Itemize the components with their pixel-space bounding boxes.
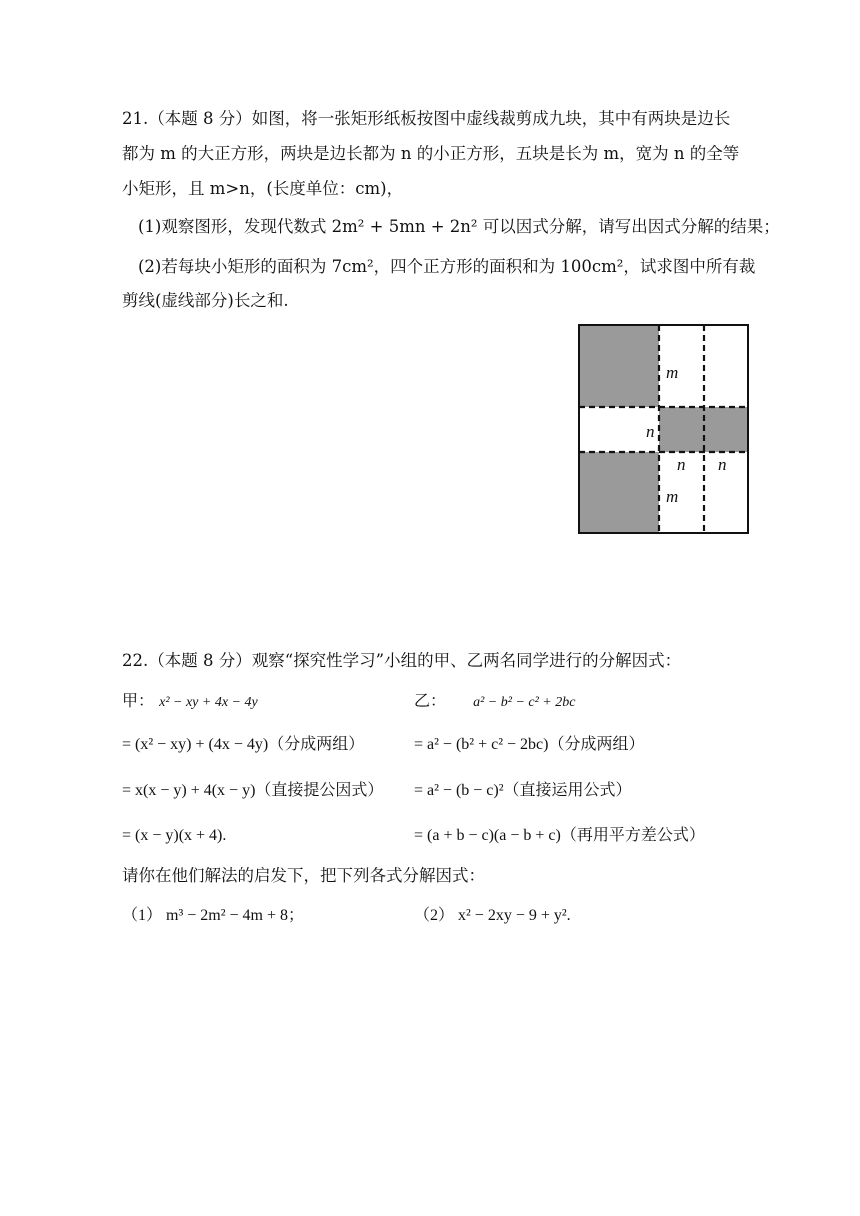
q22-jia-row [122,690,258,714]
rectangle-figure [578,324,749,534]
q21-line3: 小矩形，且 m>n，(长度单位：cm)， [122,179,404,198]
q21-part2b: 剪线(虚线部分)长之和. [122,291,289,310]
q22-yi-step2: = a² − (b − c)²（直接运用公式） [414,782,632,799]
q22-yi-step1: = a² − (b² + c² − 2bc)（分成两组） [414,736,645,753]
q22-yi-label: 乙： [414,691,447,710]
label-m-top: m [666,363,679,382]
q22-jia-step3: = (x − y)(x + 4). [122,827,227,844]
label-n-middle: n [646,422,655,441]
q22-jia-step1: = (x² − xy) + (4x − 4y)（分成两组） [122,736,365,753]
q22-yi-row [414,690,575,714]
q22-task1: （1） m³ − 2m² − 4m + 8； [122,907,305,924]
label-n-right1: n [677,455,686,474]
q22-instruction: 请你在他们解法的启发下，把下列各式分解因式： [122,866,485,885]
q22-yi-step3: = (a + b − c)(a − b + c)（再用平方差公式） [414,827,705,844]
q22-jia-expr: x² − xy + 4x − 4y [159,695,258,710]
large-square-bottom [579,452,659,533]
large-square-top [579,325,659,407]
q22-jia-step2: = x(x − y) + 4(x − y)（直接提公因式） [122,782,384,799]
label-n-right2: n [718,455,727,474]
q21-part2a: (2)若每块小矩形的面积为 7cm²，四个正方形的面积和为 100cm²，试求图中所有裁 [138,257,756,276]
q21-part1: (1)观察图形，发现代数式 2m² + 5mn + 2n² 可以因式分解，请写出因式分解的结果； [138,217,780,236]
q22-title: 22.（本题 8 分）观察“探究性学习”小组的甲、乙两名同学进行的分解因式： [122,651,682,670]
q22-task2: （2） x² − 2xy − 9 + y². [414,907,571,924]
q21-line1: 21.（本题 8 分）如图，将一张矩形纸板按图中虚线裁剪成九块，其中有两块是边长 [122,109,731,128]
q21-line2: 都为 m 的大正方形，两块是边长都为 n 的小正方形，五块是长为 m，宽为 n 的全等 [122,144,740,163]
q22-jia-label: 甲： [122,691,155,710]
q22-yi-expr: a² − b² − c² + 2bc [473,695,576,710]
label-m-bottom: m [666,487,679,506]
